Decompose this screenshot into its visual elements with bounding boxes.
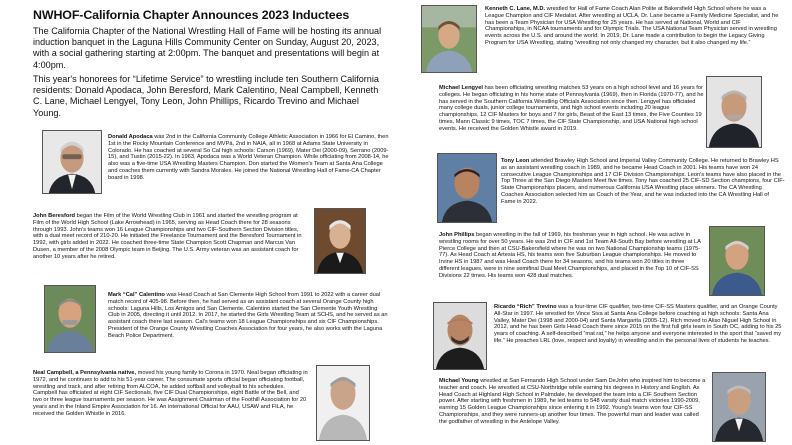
- intro-paragraph-1: The California Chapter of the National Wrestling Hall of Fame will be hosting its annual induction banquet in the Laguna Hills Community Center on Sunday, August 20, 2023, with a social gathering starting at 2:00pm. The banquet and presentations will begin at 4:00pm.: [33, 26, 382, 70]
- bio-name: Michael Young: [439, 378, 479, 384]
- bio-name: Kenneth C. Lane, M.D.: [485, 6, 546, 12]
- photo-kenneth-lane: [421, 5, 477, 73]
- bio-john-phillips: [439, 232, 703, 279]
- bio-text: was 2nd in the California Community College Athletic Association in 1966 for El Camino, then 1st in the Rocky Mountain Conference and MVPä, 2nd in NAIA, all in 1968 at Adams State University in Colorado. He has coached at several So Cal high schools: Carson (1969), Mater Dei (2000-09), Serrano (2009-15), and Tustin (2015-22). In 1963, Apodaca was a World Veteran Champion. While officiating from 2008-14, he also was a five-time USA Wrestling Masters Champion. Don started the Women's Team at Santa Ana College and coaches them currently with Sandra Morales. He joined the National Wrestling Hall of Fame-CA Chapter board in 1998.: [108, 134, 389, 181]
- bio-michael-young: [439, 378, 707, 425]
- bio-name: John Beresford: [33, 213, 76, 219]
- photo-john-beresford: [314, 208, 366, 274]
- photo-michael-young: [712, 372, 766, 442]
- bio-name: Tony Leon: [501, 158, 530, 164]
- bio-text: began the Film of the World Wrestling Club in 1961 and started the wrestling program at Film of the World High School (Lake Arrowhead) in 1965, serving as Head Coach there for 28 seasons through 1993. John's teams won 16 League Championships and two CIF-Southern Section Division titles, with a dual meet record of 210-20. He initiated the Freelance Tournament and the Beresford Tournament in 1992, with girls added in 2022. He coached three-time State Champion Scott Chapman and Marcus Van Dusen, a member of the 2008 Olympic team in Beijing. The U.S. Army veteran was an assistant coach for another 10 years after he retired.: [33, 213, 302, 260]
- bio-john-beresford: [33, 213, 307, 260]
- bio-name: Ricardo “Rich” Trevino: [494, 304, 557, 310]
- bio-text: began wrestling in the fall of 1969, his freshman year in high school. He was active in wrestling rooms for over 50 years. He was 2nd in CIF and 1st Team All-South Bay before wrestling at LA Pierce College and then at CSU-Bakersfield where he was on two National Championship teams (1975-77). As Head Coach at Artesia HS, his teams won five Suburban League championships. He moved to Irvine HS in 1987 and was Head Coach there for 34 seasons, and his teams won 20 titles in three different leagues, were in nine semifinal Dual Meet Championships, and placed in the Top 10 of CIF-SS Divisions 22 times. His teams won 428 dual matches.: [439, 232, 701, 279]
- photo-michael-lengyel: [706, 76, 762, 148]
- bio-donald-apodaca: [108, 134, 390, 181]
- photo-donald-apodaca: [42, 130, 102, 194]
- bio-name: John Phillips: [439, 232, 475, 238]
- photo-john-phillips: [709, 226, 765, 296]
- bio-text: attended Brawley High School and Imperial Valley Community College. He returned to Brawley HS as an assistant wrestling coach in 1989, and he became Head Coach in 2001. His teams have won 24 consecutive League Championships and 17 CIF Division Championships. Leon's teams have also placed in the Top Three at the San Diego Masters Meet five times. Tony has coached 25 CIF-SD Section champions, four CIF-State Championships placers, and numerous California USA Wrestling place winners. The CA Wrestling Coaches Association selected him as Coach of the Year, and he was inducted into the CA Wrestling Hall of Fame in 2022.: [501, 158, 785, 205]
- bio-name: Mark “Cal” Calentino: [108, 292, 165, 298]
- bio-name: Neal Campbell, a Pennsylvania native,: [33, 370, 137, 376]
- bio-text: wrestled at San Fernando High School under Sam DeJohn who inspired him to become a teacher and coach. He wrestled at CSU-Northridge while earning his degrees in History and English. As Head Coach at Highland High School in Palmdale, he developed the team into a CIF Southern Section power. After starting with freshmen in 1989, he led teams to 548 varsity dual match victories 1990-2009, earning 15 Golden League Championships since entering it in 1992. Young's teams won four CIF-SS Championships, and they were runners-up another four times. The powerful man and leader was called the godfather of wrestling in the Antelope Valley.: [439, 378, 706, 425]
- photo-tony-leon: [437, 153, 497, 223]
- bio-mark-calentino: [108, 292, 390, 339]
- bio-michael-lengyel: [439, 85, 705, 132]
- intro-paragraph-2: This year's honorees for “Lifetime Service” to wrestling include ten Southern California residents: Donald Apodaca, John Beresford, Mark Calentino, Neal Campbell, Kenneth C. Lane, Michael Lengyel, Tony Leon, John Phillips, Ricardo Trevino and Michael Young.: [33, 74, 379, 118]
- bio-name: Donald Apodaca: [108, 134, 153, 140]
- photo-neal-campbell: [316, 365, 370, 441]
- bio-text: was Head Coach at San Clemente High School from 1991 to 2022 with a career dual match record of 405-98. Before then, he had served as an assistant coach at several Orange County high schools: Laguna Hills, Los Amigos and San Clemente. Calentino started the San Clemente Youth Wrestling Club in 2005, directing it until 2012. In 2017, he started the Girls Wrestling Team at SCHS, and he served as an assistant coach there last season. Cal's teams won 18 League Championships and six CIF Championships. President of the Orange County Wrestling Coaches Association for four years, he also works with the Laguna Beach Police Department.: [108, 292, 388, 339]
- right-column: [396, 0, 792, 445]
- bio-kenneth-lane: [485, 6, 783, 47]
- bio-text: moved his young family to Corona in 1970. Neal began officiating in 1972, and he continues to add to his 51-year career. The consumate sports official began officiating football, wrestling and track, and after retiring from ALCOA, he added softball and volleyball to his schedules. Campbell has officiated at eight CIF Sectionals, five CIF Dual Championships, eight Battle of the Bell, and two or three league tournaments per season. He was Assignment Chairman of the Foothill Association for 20 years and in the Inland Empire Association for 16. An international Official for AAU, USAW and FILA, he received the Golden Whistle in 2016.: [33, 370, 308, 417]
- bio-text: has been officiating wrestling matches 53 years on a high school level and 16 years for colleges. He began officiating in his home state of Pennsylvania (1969), then in Florida (1970-77), and he has served in the Southern California Wrestling Officials Association since then. Lengyel has officiated many college duals, junior college tournaments, and high school events including 20 league championships, 12 CIF Masters for boys and 7 for girls, Beast of the East 13 times, the Five Counties 19 times, Mann Classic 9 times, TOC 7 times, the CIF State Championship, and USA National high school events. He received the Golden Whistle award in 2019.: [439, 85, 704, 132]
- bio-neal-campbell: [33, 370, 309, 417]
- photo-ricardo-trevino: [433, 302, 487, 370]
- bio-tony-leon: [501, 158, 785, 205]
- bio-name: Michael Lengyel: [439, 85, 483, 91]
- photo-mark-calentino: [44, 285, 96, 353]
- article-headline: NWHOF-California Chapter Announces 2023 Inductees: [33, 8, 350, 22]
- bio-text: was a four-time CIF qualifier, two-time CIF-SS Masters qualifier, and an Orange County All-Star in 1997. He wrestled for Vince Siva at Santa Ana College before coaching at high schools: Santa Ana Valley, Mater Dei (1998 and 2000-04) and Santa Margarita (2005-12). Rich moved to Aliso Niguel High School in 2012, and he has been Girls Head Coach there since 2015 on the first full girls team in South OC, adding to his 25 years of coaching. A self-described “mat rat,” he helps anyone and everyone interested in the sport that “saved my life.” He preaches LRL (love, respect and loyalty) in wrestling and in the personal lives of students he teaches.: [494, 304, 782, 344]
- bio-text: wrestled for Hall of Fame Coach Alan Polite at Bakersfield High School where he was a League Champion and CIF Medalist. After wrestling at UCLA, Dr. Lane became a Family Medicine Specialist, and he has been a Team Physician for USA Wrestling for 25 years. He has served at National, World and CIF Championships, in NCAA tournaments and for Olympic Trials. The USA National Team Physician served in wrestling events across the U.S. and around the world. In 2019, Dr. Lane made a contribution to begin the Legacy Giving Program for USA Wrestling, stating “wrestling not only changed my character, but it also changed my life.”: [485, 6, 779, 46]
- bio-ricardo-trevino: [494, 304, 784, 345]
